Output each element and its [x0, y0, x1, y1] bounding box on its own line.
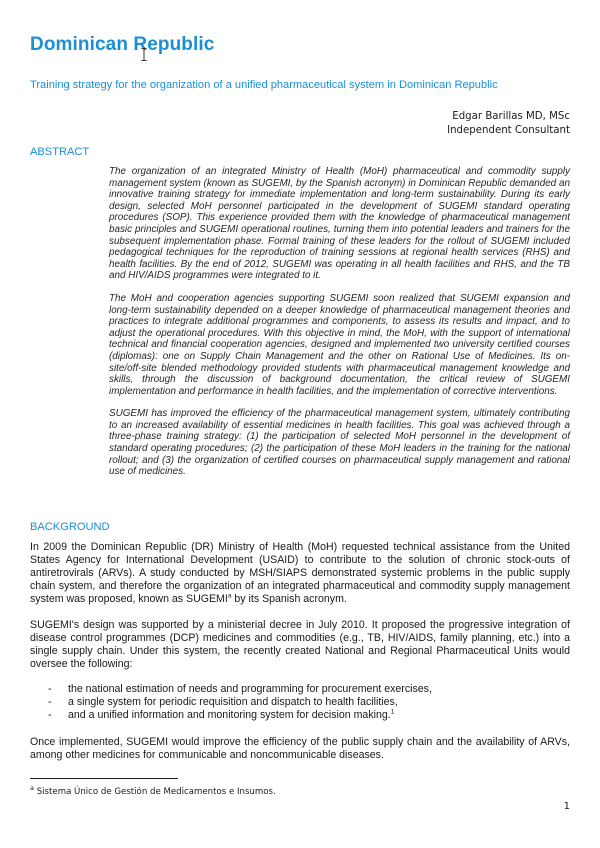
- footnote-text: Sistema Único de Gestión de Medicamentos e Insumos.: [33, 787, 276, 797]
- footnote: [30, 784, 276, 797]
- author-name: Edgar Barillas MD, MSc: [452, 111, 570, 122]
- abstract-heading: ABSTRACT: [30, 146, 90, 158]
- abstract-paragraph: The MoH and cooperation agencies supporting SUGEMI soon realized that SUGEMI expansion and long-term sustainability depended on a deeper knowledge of pharmaceutical management theories and practices to integrate additional programmes and components, to assess its results and impact, and to adjust the operational procedures. With this objective in mind, the MoH, with the support of international technical and financial cooperation agencies, designed and implemented two university certified courses (diplomas): one on Supply Chain Management and the other on Rational Use of Medicines. Its on-site/off-site blended methodology provided students with pharmaceutical management knowledge and skills, through the discussion of background documentation, the critical review of SUGEMI implementation and performance in health facilities, and the implementation of corrective interventions.: [109, 292, 570, 397]
- background-paragraph-2: [30, 619, 570, 671]
- background-paragraph-1: [30, 541, 570, 606]
- footnote-ref-1[interactable]: 1: [390, 708, 395, 716]
- list-item: [48, 683, 432, 696]
- page-title: Dominican Republic: [30, 34, 215, 55]
- background-p3-text: Once implemented, SUGEMI would improve the efficiency of the public supply chain and the availability of ARVs, among other medicines for communicable and noncommunicable diseases.: [30, 736, 570, 761]
- footnote-divider: [30, 778, 178, 779]
- bullet-dash: -: [48, 709, 52, 721]
- list-item: [48, 696, 432, 709]
- page-subtitle: Training strategy for the organization of a unified pharmaceutical system in Dominican Republic: [30, 79, 498, 91]
- text-cursor-icon: [141, 48, 147, 61]
- abstract-text: [109, 166, 570, 489]
- footnote-ref-a[interactable]: a: [227, 592, 232, 600]
- list-item-text: a single system for periodic requisition and dispatch to health facilities,: [68, 696, 398, 708]
- bullet-dash: -: [48, 683, 52, 695]
- author-role: Independent Consultant: [447, 125, 570, 136]
- background-p2-text: SUGEMI's design was supported by a ministerial decree in July 2010. It proposed the progressive integration of disease control programmes (DCP) medicines and commodities (e.g., TB, HIV/AIDS, family planning, etc.) into a single supply chain. Under this system, the recently created National and Regional Pharmaceutical Units would oversee the following:: [30, 619, 570, 670]
- page-number: 1: [563, 801, 570, 812]
- background-paragraph-3: [30, 736, 570, 762]
- abstract-paragraph: The organization of an integrated Ministry of Health (MoH) pharmaceutical and commodity supply management system (known as SUGEMI, by the Spanish acronym) in Dominican Republic demanded an innovative training strategy for immediate implementation and long-term sustainability. During its early design, selected MoH personnel participated in the development of SUGEMI standard operating procedures (SOP). This experience provided them with the knowledge of pharmaceutical management basic principles and SUGEMI operational routines, turning them into potential leaders and trainers for the subsequent implementation phase. Formal training of these leaders for the rollout of SUGEMI included pedagogical techniques for the reproduction of training sessions at regional health services (RHS) and health facilities. By the end of 2012, SUGEMI was operating in all health facilities and RHS, and the TB and HIV/AIDS programmes were integrated to it.: [109, 166, 570, 282]
- bullet-dash: -: [48, 696, 52, 708]
- footnote-marker: a: [30, 784, 34, 793]
- background-p1-tail: by its Spanish acronym.: [231, 592, 347, 605]
- background-p1-text: In 2009 the Dominican Republic (DR) Ministry of Health (MoH) requested technical assistance from the United States Agency for International Development (USAID) to contribute to the solution of chronic stock-outs of antiretrovirals (ARVs). A study conducted by MSH/SIAPS demonstrated systemic problems in the public supply chain system, and therefore the organization of an integrated pharmaceutical and commodity supply management system was proposed, known as SUGEMI: [30, 541, 570, 605]
- list-item-text: and a unified information and monitoring system for decision making.: [68, 709, 391, 721]
- author-block: [447, 110, 570, 138]
- oversight-list: [48, 683, 432, 722]
- background-heading: BACKGROUND: [30, 521, 110, 533]
- list-item-text: the national estimation of needs and programming for procurement exercises,: [68, 683, 432, 695]
- list-item: [48, 709, 432, 722]
- abstract-paragraph: SUGEMI has improved the efficiency of the pharmaceutical management system, ultimately contributing to an increased availability of essential medicines in health facilities. This goal was achieved through a three-phase training strategy: (1) the participation of selected MoH personnel in the development of standard operating procedures; (2) the participation of these MoH leaders in the training for the national rollout; and (3) the organization of certified courses on pharmaceutical supply management and rational use of medicines.: [109, 408, 570, 478]
